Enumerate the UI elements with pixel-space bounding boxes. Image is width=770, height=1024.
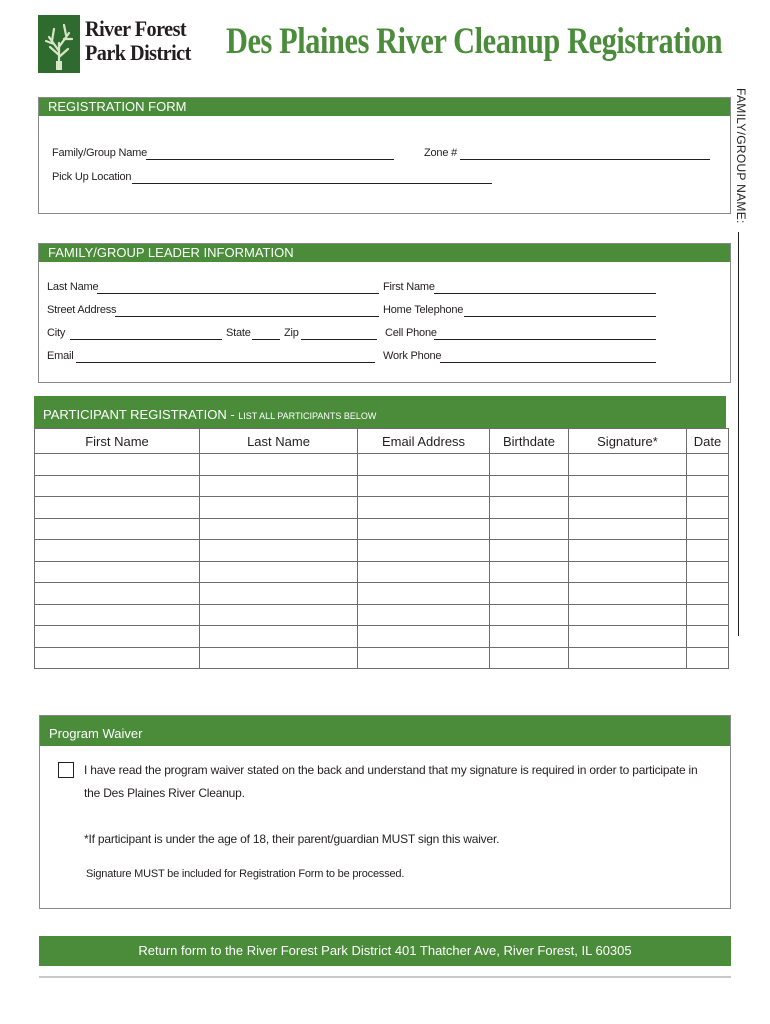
logo-line-1: River Forest [85,16,187,41]
logo-line-2: Park District [85,40,191,65]
street-address-label: Street Address [47,304,117,316]
participant-cell[interactable] [35,626,200,648]
participant-cell[interactable] [569,626,687,648]
participant-cell[interactable] [35,518,200,540]
family-group-name-label: Family/Group Name [52,147,148,159]
city-field[interactable] [70,327,222,340]
participant-cell[interactable] [358,604,490,626]
state-field[interactable] [252,327,280,340]
table-row [35,604,729,626]
leader-info-heading: FAMILY/GROUP LEADER INFORMATION [39,244,730,262]
participant-cell[interactable] [35,647,200,669]
zip-label: Zip [284,327,299,339]
zone-field[interactable] [460,147,710,160]
participant-cell[interactable] [200,561,358,583]
col-last-name: Last Name [200,429,358,454]
side-family-group-line[interactable] [738,232,739,636]
col-email-address: Email Address [358,429,490,454]
pickup-location-label: Pick Up Location [52,171,132,183]
home-telephone-label: Home Telephone [383,304,464,316]
participant-cell[interactable] [490,647,569,669]
home-telephone-field[interactable] [464,304,656,317]
col-date: Date [687,429,729,454]
pickup-location-field[interactable] [132,171,492,184]
table-row [35,583,729,605]
table-row [35,497,729,519]
participant-cell[interactable] [358,647,490,669]
participant-cell[interactable] [35,540,200,562]
work-phone-label: Work Phone [383,350,442,362]
waiver-checkbox[interactable] [58,762,74,778]
street-address-field[interactable] [115,304,379,317]
waiver-signature-note: Signature MUST be included for Registration Form to be processed. [86,868,405,880]
side-family-group-label: FAMILY/GROUP NAME: [734,88,748,224]
participant-cell[interactable] [687,561,729,583]
participant-cell[interactable] [569,561,687,583]
family-group-name-field[interactable] [146,147,394,160]
table-row [35,475,729,497]
participant-cell[interactable] [569,647,687,669]
participant-cell[interactable] [490,583,569,605]
participant-cell[interactable] [358,540,490,562]
col-birthdate: Birthdate [490,429,569,454]
state-label: State [226,327,251,339]
participant-cell[interactable] [569,604,687,626]
participant-cell[interactable] [35,454,200,476]
zip-field[interactable] [301,327,377,340]
participant-cell[interactable] [687,604,729,626]
participant-cell[interactable] [35,561,200,583]
participant-cell[interactable] [200,454,358,476]
logo-tree-icon [38,15,80,73]
participant-cell[interactable] [490,518,569,540]
participant-cell[interactable] [200,540,358,562]
participants-heading-bar [34,396,726,428]
table-row [35,561,729,583]
participants-subheading: LIST ALL PARTICIPANTS BELOW [238,411,377,421]
participant-cell[interactable] [35,604,200,626]
participant-cell[interactable] [200,626,358,648]
leader-last-name-label: Last Name [47,281,99,293]
participant-cell[interactable] [687,497,729,519]
participant-cell[interactable] [569,540,687,562]
participant-cell[interactable] [687,647,729,669]
participant-cell[interactable] [358,454,490,476]
participant-cell[interactable] [200,647,358,669]
participant-cell[interactable] [569,454,687,476]
waiver-minor-note: *If participant is under the age of 18, their parent/guardian MUST sign this waiver. [84,832,500,846]
table-row [35,626,729,648]
participant-cell[interactable] [35,475,200,497]
participant-cell[interactable] [358,583,490,605]
col-signature: Signature* [569,429,687,454]
participant-cell[interactable] [687,626,729,648]
participant-cell[interactable] [569,475,687,497]
waiver-checkbox-text-1: I have read the program waiver stated on the back and understand that my signature is required in order to participate in [84,763,698,777]
participants-heading: PARTICIPANT REGISTRATION - [43,407,235,422]
participant-cell[interactable] [687,583,729,605]
col-first-name: First Name [35,429,200,454]
table-row [35,454,729,476]
participant-cell[interactable] [687,475,729,497]
participants-table [34,428,729,669]
email-field[interactable] [76,350,375,363]
waiver-heading: Program Waiver [40,716,730,746]
participants-body [35,454,729,669]
participant-cell[interactable] [200,518,358,540]
waiver-checkbox-text-2: the Des Plaines River Cleanup. [84,786,245,800]
participant-cell[interactable] [687,540,729,562]
table-row [35,540,729,562]
table-row [35,647,729,669]
page-title: Des Plaines River Cleanup Registration [226,21,723,62]
leader-first-name-field[interactable] [434,281,656,294]
table-row [35,518,729,540]
participants-header-row [35,429,729,454]
participant-cell[interactable] [200,475,358,497]
participant-cell[interactable] [35,583,200,605]
participant-cell[interactable] [569,518,687,540]
email-label: Email [47,350,74,362]
registration-form-heading: REGISTRATION FORM [39,98,730,116]
cell-phone-field[interactable] [434,327,656,340]
participant-cell[interactable] [687,518,729,540]
leader-last-name-field[interactable] [97,281,379,294]
footer-divider [39,976,731,978]
participant-cell[interactable] [358,626,490,648]
return-address-bar: Return form to the River Forest Park District 401 Thatcher Ave, River Forest, IL 60305 [39,936,731,966]
participant-cell[interactable] [490,604,569,626]
participant-cell[interactable] [358,518,490,540]
participant-cell[interactable] [490,497,569,519]
participant-cell[interactable] [358,497,490,519]
leader-first-name-label: First Name [383,281,435,293]
logo-wordmark [85,17,191,65]
participant-cell[interactable] [569,583,687,605]
work-phone-field[interactable] [440,350,656,363]
participant-cell[interactable] [200,497,358,519]
participant-cell[interactable] [490,626,569,648]
participant-cell[interactable] [200,583,358,605]
participant-cell[interactable] [569,497,687,519]
cell-phone-label: Cell Phone [385,327,437,339]
participant-cell[interactable] [687,454,729,476]
participant-cell[interactable] [35,497,200,519]
participant-cell[interactable] [490,561,569,583]
participant-cell[interactable] [490,475,569,497]
participant-cell[interactable] [358,475,490,497]
participant-cell[interactable] [200,604,358,626]
participant-cell[interactable] [358,561,490,583]
zone-label: Zone # [424,147,458,159]
participant-cell[interactable] [490,540,569,562]
participant-cell[interactable] [490,454,569,476]
city-label: City [47,327,66,339]
